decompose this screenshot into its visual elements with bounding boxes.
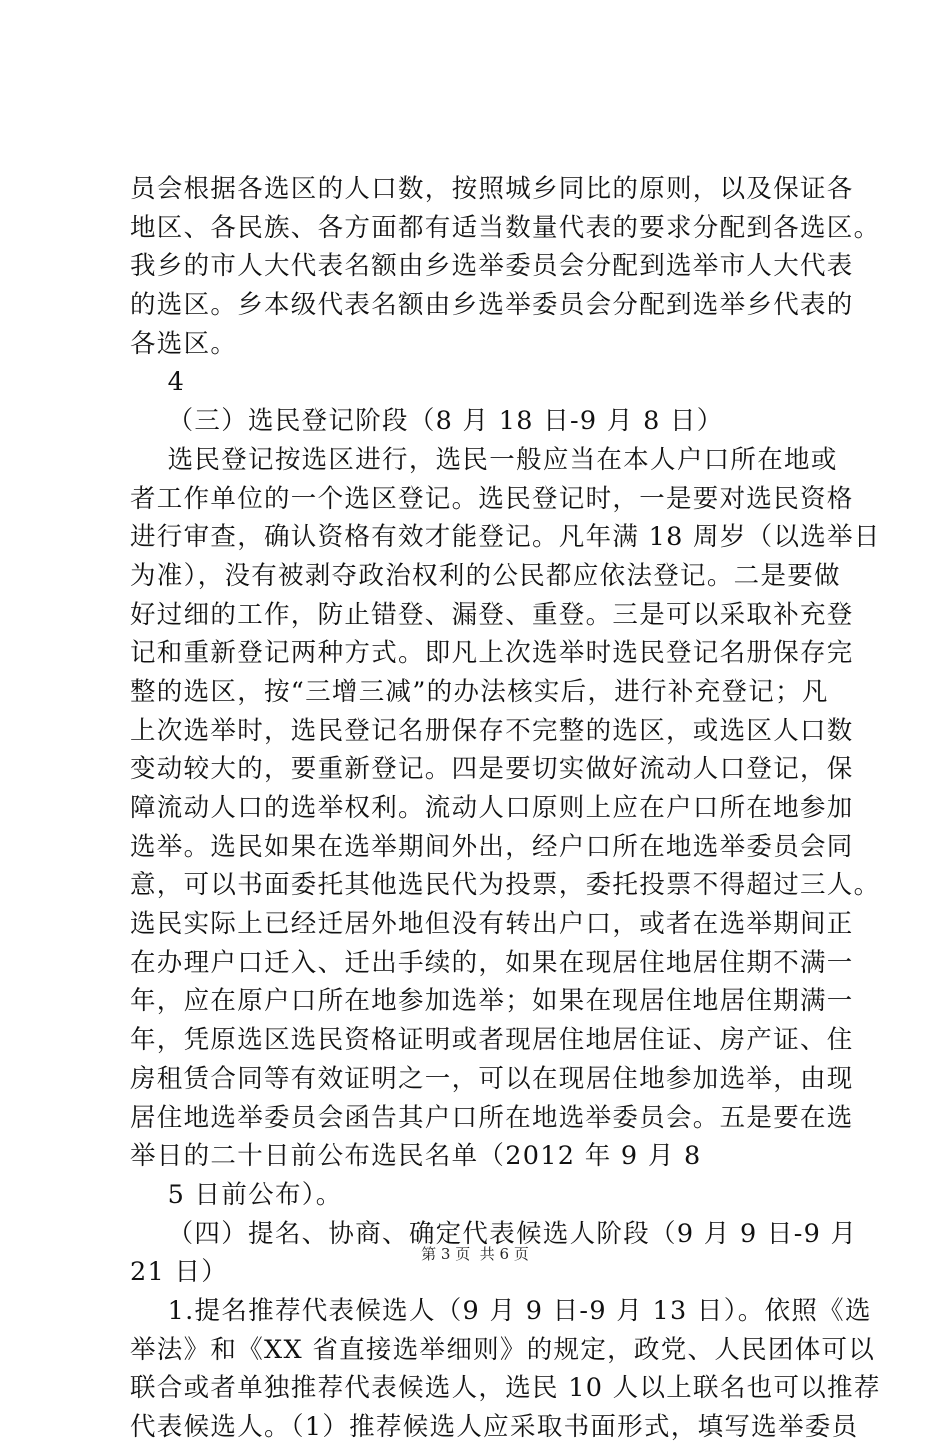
text-line: 房租赁合同等有效证明之一，可以在现居住地参加选举，由现 [130, 1063, 854, 1094]
section-heading: （四）提名、协商、确定代表候选人阶段（9 月 9 日-9 月 [130, 1218, 858, 1249]
text-line: 障流动人口的选举权利。流动人口原则上应在户口所在地参加 [130, 793, 854, 823]
text-line: 年，应在原户口所在地参加选举；如果在现居住地居住期满一 [130, 986, 854, 1017]
page-marker: 4 [130, 367, 186, 398]
text-line: 代表候选人。（1）推荐候选人应采取书面形式，填写选举委员 [130, 1412, 859, 1442]
text-line: 各选区。 [130, 328, 238, 359]
text-line: 整的选区，按“三增三减”的办法核实后，进行补充登记；凡 [130, 676, 829, 707]
text-line: 21 日） [130, 1257, 229, 1288]
text-line: 1.提名推荐代表候选人（9 月 9 日-9 月 13 日）。依照《选 [130, 1295, 872, 1326]
text-line: 好过细的工作，防止错登、漏登、重登。三是可以采取补充登 [130, 599, 854, 630]
text-line: 记和重新登记两种方式。即凡上次选举时选民登记名册保存完 [130, 638, 854, 669]
text-line: 选举。选民如果在选举期间外出，经户口所在地选举委员会同 [130, 831, 854, 862]
text-line: 在办理户口迁入、迁出手续的，如果在现居住地居住期不满一 [130, 947, 854, 978]
text-line: 地区、各民族、各方面都有适当数量代表的要求分配到各选区。 [130, 212, 881, 243]
text-line: 者工作单位的一个选区登记。选民登记时，一是要对选民资格 [130, 483, 854, 514]
text-line: 的选区。乡本级代表名额由乡选举委员会分配到选举乡代表的 [130, 290, 854, 321]
text-line: 年，凭原选区选民资格证明或者现居住地居住证、房产证、住 [130, 1025, 854, 1056]
text-line: 举法》和《XX 省直接选举细则》的规定，政党、人民团体可以 [130, 1334, 876, 1365]
text-line: 选民登记按选区进行，选民一般应当在本人户口所在地或 [130, 444, 838, 475]
text-line: 举日的二十日前公布选民名单（2012 年 9 月 8 [130, 1141, 702, 1172]
text-line: 上次选举时，选民登记名册保存不完整的选区，或选区人口数 [130, 715, 854, 746]
text-line: 意，可以书面委托其他选民代为投票，委托投票不得超过三人。 [130, 870, 881, 901]
page-number-label: 第 3 页 共 6 页 [421, 1245, 529, 1263]
text-line: 员会根据各选区的人口数，按照城乡同比的原则，以及保证各 [130, 174, 854, 204]
text-line: 5 日前公布）。 [130, 1179, 343, 1210]
text-line: 居住地选举委员会函告其户口所在地选举委员会。五是要在选 [130, 1102, 854, 1133]
text-line: 我乡的市人大代表名额由乡选举委员会分配到选举市人大代表 [130, 251, 854, 282]
section-heading: （三）选民登记阶段（8 月 18 日-9 月 8 日） [130, 406, 724, 437]
text-line: 为准），没有被剥夺政治权利的公民都应依法登记。二是要做 [130, 560, 841, 591]
text-line: 选民实际上已经迁居外地但没有转出户口，或者在选举期间正 [130, 909, 854, 940]
text-line: 变动较大的，要重新登记。四是要切实做好流动人口登记，保 [130, 754, 854, 785]
text-line: 联合或者单独推荐代表候选人，选民 10 人以上联名也可以推荐 [130, 1373, 881, 1404]
text-line: 进行审查，确认资格有效才能登记。凡年满 18 周岁（以选举日 [130, 522, 881, 553]
page-footer [0, 1244, 950, 1264]
